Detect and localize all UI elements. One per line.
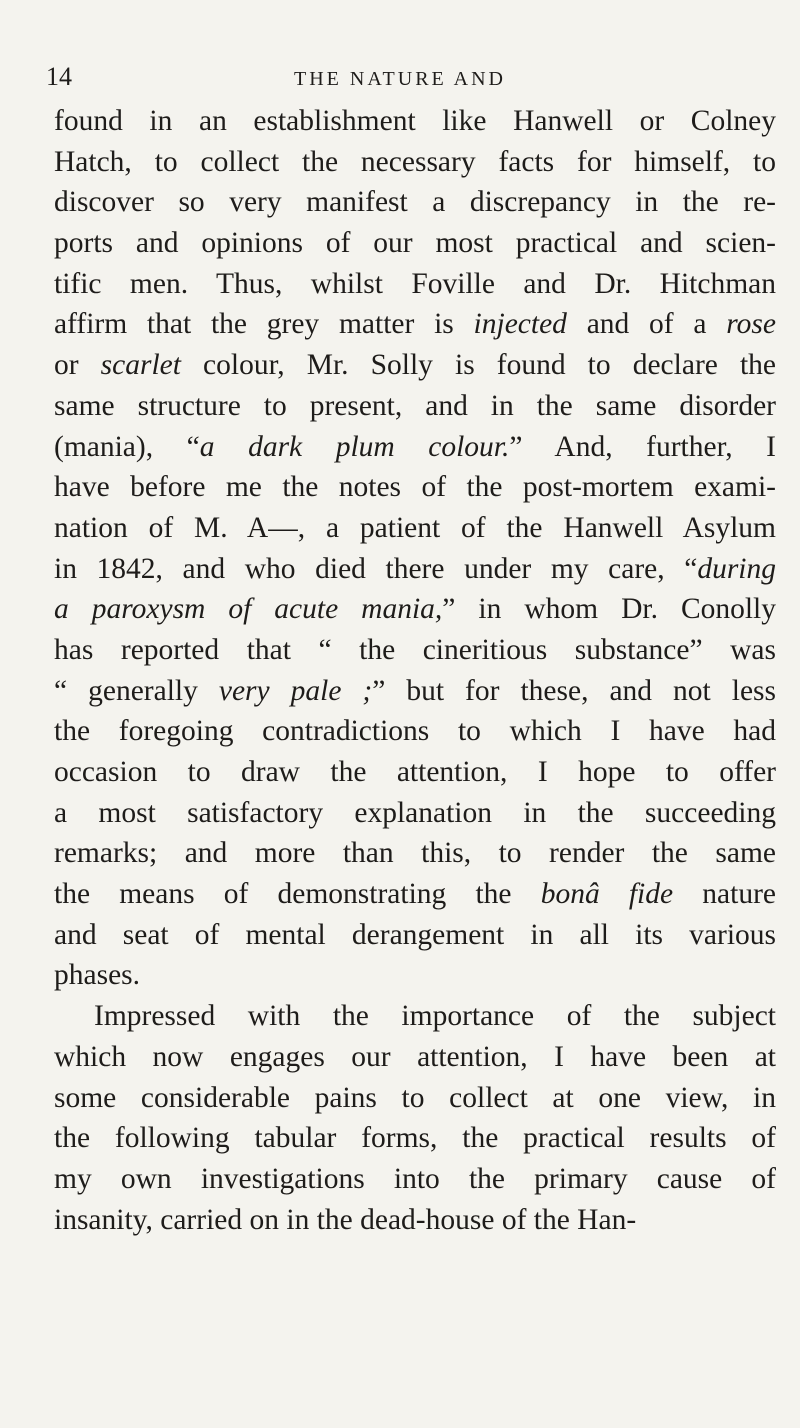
text-line xyxy=(54,549,776,590)
text-run: which now engages our attention, I have been at xyxy=(54,1040,776,1073)
text-line xyxy=(54,752,776,793)
running-head: THE NATURE AND xyxy=(294,68,506,90)
text-run: in 1842, and who died there under my care, “ xyxy=(54,552,698,585)
text-run: has reported that “ the cineritious substance” was xyxy=(54,633,776,666)
text-line xyxy=(54,345,776,386)
text-run: my own investigations into the primary cause of xyxy=(54,1162,776,1195)
text-run: a most satisfactory explanation in the succeeding xyxy=(54,796,776,829)
text-line xyxy=(54,142,776,183)
text-line xyxy=(54,1200,776,1241)
text-line xyxy=(54,223,776,264)
text-line xyxy=(54,711,776,752)
italic-text: bonâ fide xyxy=(540,878,674,911)
text-line xyxy=(54,101,776,142)
text-line xyxy=(54,793,776,834)
text-line xyxy=(54,304,776,345)
italic-text: very pale ; xyxy=(218,674,373,707)
text-line xyxy=(54,508,776,549)
text-run: tific men. Thus, whilst Foville and Dr. Hitchman xyxy=(54,267,776,300)
text-run: the foregoing contradictions to which I have had xyxy=(54,715,776,748)
italic-text: a paroxysm of acute mania, xyxy=(54,593,443,626)
text-run: the means of demonstrating the xyxy=(54,878,541,911)
text-run: have before me the notes of the post-mortem exami- xyxy=(54,471,776,504)
text-line xyxy=(54,996,776,1037)
text-run: affirm that the grey matter is xyxy=(54,308,474,341)
text-run: ” And, further, I xyxy=(509,430,776,463)
text-line xyxy=(54,467,776,508)
text-line xyxy=(54,1037,776,1078)
text-run: occasion to draw the attention, I hope to offer xyxy=(54,756,776,788)
text-run: and of a xyxy=(566,308,727,341)
text-line xyxy=(54,1078,776,1119)
text-run: “ generally xyxy=(54,674,219,707)
text-run: (mania), “ xyxy=(54,430,200,463)
text-line xyxy=(54,671,776,712)
text-line xyxy=(54,630,776,671)
text-line xyxy=(54,264,776,305)
text-run: nation of M. A—, a patient of the Hanwell Asylum xyxy=(54,511,776,544)
text-run: phases. xyxy=(54,959,141,992)
italic-text: a dark plum colour. xyxy=(199,430,510,463)
text-run: or xyxy=(54,349,101,382)
text-run: Impressed with the importance of the subject xyxy=(94,1000,776,1033)
text-line xyxy=(54,955,776,996)
page-number: 14 xyxy=(46,62,72,91)
paragraph xyxy=(54,996,776,1240)
italic-text: during xyxy=(697,552,776,585)
text-run: colour, Mr. Solly is found to declare the xyxy=(180,349,776,382)
text-run: ” but for these, and not less xyxy=(372,674,777,707)
italic-text: scarlet xyxy=(100,349,181,382)
text-run: ports and opinions of our most practical and scien- xyxy=(54,227,776,260)
text-line xyxy=(54,589,776,630)
text-run: the following tabular forms, the practical results of xyxy=(54,1122,776,1155)
body-text xyxy=(54,101,776,1240)
text-run: remarks; and more than this, to render the same xyxy=(54,837,776,870)
italic-text: rose xyxy=(726,308,776,341)
text-line xyxy=(54,874,776,915)
text-run: and seat of mental derangement in all its various xyxy=(54,918,776,951)
text-line xyxy=(54,386,776,427)
text-run: Hatch, to collect the necessary facts for himself, to xyxy=(54,145,776,178)
text-line xyxy=(54,1159,776,1200)
text-run: some considerable pains to collect at one view, in xyxy=(54,1081,776,1114)
text-run: insanity, carried on in the dead-house of the Han- xyxy=(54,1203,637,1236)
text-line xyxy=(54,182,776,223)
text-run: found in an establishment like Hanwell or Colney xyxy=(54,105,776,137)
text-run: discover so very manifest a discrepancy in the re- xyxy=(54,186,776,219)
text-line xyxy=(54,1118,776,1159)
text-line xyxy=(54,833,776,874)
italic-text: injected xyxy=(473,308,567,341)
text-run: nature xyxy=(673,878,776,911)
text-line xyxy=(54,427,776,468)
text-line xyxy=(54,915,776,956)
text-run: same structure to present, and in the same disorder xyxy=(54,389,776,422)
text-run: ” in whom Dr. Conolly xyxy=(442,593,777,626)
paragraph xyxy=(54,101,776,996)
